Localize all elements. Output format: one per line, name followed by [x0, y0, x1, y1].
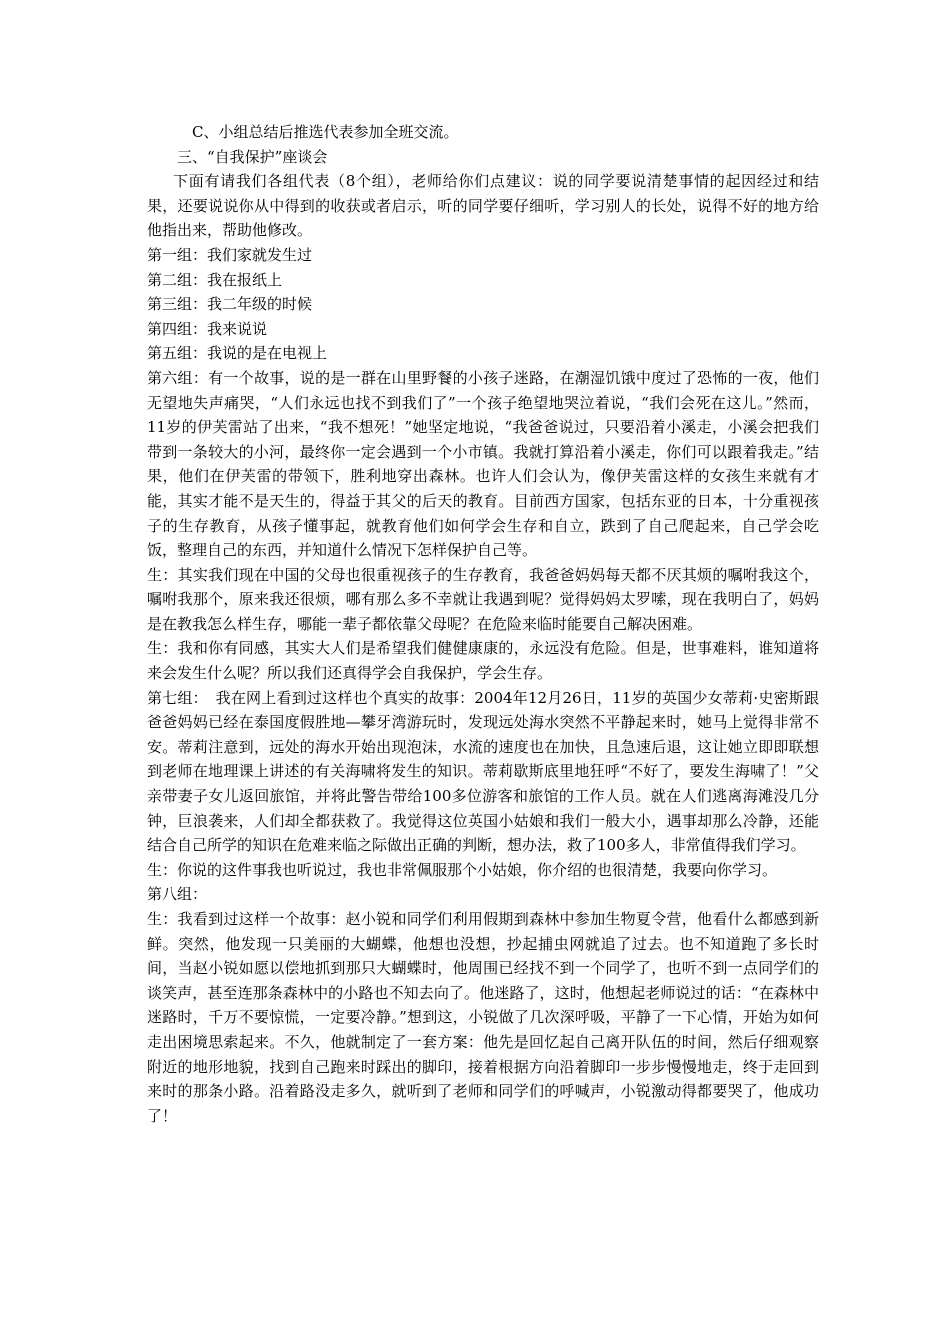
group-1-line: 第一组：我们家就发生过	[147, 245, 313, 264]
teacher-instruction-paragraph: 下面有请我们各组代表（8个组），老师给你们点建议：说的同学要说清楚事情的起因经过和结果，还要说说你从中得到的收获或者启示，听的同学要仔细听，学习别人的长处，说得不好的地方给他指出来，帮助他修改。	[147, 172, 819, 240]
group-7-paragraph: 第七组： 我在网上看到过这样也个真实的故事：2004年12月26日，11岁的英国少女蒂莉·史密斯跟爸爸妈妈已经在泰国度假胜地—攀牙湾游玩时，发现远处海水突然不平静起来时，她马上觉得非常不安。蒂莉注意到，远处的海水开始出现泡沫，水流的速度也在加快，且急速后退，这让她立即即联想到老师在地理课上讲述的有关海啸将发生的知识。蒂莉歇斯底里地狂呼“不好了，要发生海啸了！”父亲带妻子女儿返回旅馆，并将此警告带给100多位游客和旅馆的工作人员。就在人们逃离海滩没几分钟，巨浪袭来，人们却全都获救了。我觉得这位英国小姑娘和我们一般大小，遇事却那么冷静，还能结合自己所学的知识在危难来临之际做出正确的判断，想办法，救了100多人，非常值得我们学习。	[147, 688, 819, 855]
group-4-line: 第四组：我来说说	[147, 319, 268, 338]
group-8-line: 第八组：	[147, 885, 208, 904]
student-response-paragraph: 生：其实我们现在中国的父母也很重视孩子的生存教育，我爸爸妈妈每天都不厌其烦的嘱咐我这个，嘱咐我那个，原来我还很烦，哪有那么多不幸就让我遇到呢？觉得妈妈太罗嗦，现在我明白了，妈妈是在教我怎么样生存，哪能一辈子都依靠父母呢？在危险来临时能要自己解决困难。	[147, 565, 819, 633]
group-6-paragraph: 第六组：有一个故事，说的是一群在山里野餐的小孩子迷路，在潮湿饥饿中度过了恐怖的一夜，他们无望地失声痛哭，“人们永远也找不到我们了”一个孩子绝望地哭泣着说，“我们会死在这儿。”然而，11岁的伊芙雷站了出来，“我不想死！”她坚定地说，“我爸爸说过，只要沿着小溪走，小溪会把我们带到一条较大的小河，最终你一定会遇到一个小市镇。我就打算沿着小溪走，你们可以跟着我走。”结果，他们在伊芙雷的带领下，胜利地穿出森林。也许人们会认为，像伊芙雷这样的女孩生来就有才能，其实才能不是天生的，得益于其父的后天的教育。目前西方国家，包括东亚的日本，十分重视孩子的生存教育，从孩子懂事起，就教育他们如何学会生存和自立，跌到了自己爬起来，自己学会吃饭，整理自己的东西，并知道什么情况下怎样保护自己等。	[147, 368, 819, 560]
group-8-story-paragraph: 生：我看到过这样一个故事：赵小锐和同学们利用假期到森林中参加生物夏令营，他看什么都感到新鲜。突然，他发现一只美丽的大蝴蝶，他想也没想，抄起捕虫网就追了过去。也不知道跑了多长时间，当赵小锐如愿以偿地抓到那只大蝴蝶时，他周围已经找不到一个同学了，也听不到一点同学们的谈笑声，甚至连那条森林中的小路也不知去向了。他迷路了，这时，他想起老师说过的话：“在森林中迷路时，千万不要惊慌，一定要冷静。”想到这，小锐做了几次深呼吸，平静了一下心情，开始为如何走出困境思索起来。不久，他就制定了一套方案：他先是回忆起自己离开队伍的时间，然后仔细观察附近的地形地貌，找到自己跑来时踩出的脚印，接着根据方向沿着脚印一步步慢慢地走，终于走回到来时的那条小路。沿着路没走多久，就听到了老师和同学们的呼喊声，小锐激动得都要哭了，他成功了！	[147, 910, 819, 1125]
group-3-line: 第三组：我二年级的时候	[147, 295, 313, 314]
group-5-line: 第五组：我说的是在电视上	[147, 344, 328, 363]
student-response-paragraph: 生：我和你有同感，其实大人们是希望我们健健康康的，永远没有危险。但是，世事难料，谁知道将来会发生什么呢？所以我们还真得学会自我保护，学会生存。	[147, 639, 819, 683]
student-response-paragraph: 生：你说的这件事我也听说过，我也非常佩服那个小姑娘，你介绍的也很清楚，我要向你学习。	[147, 860, 778, 879]
document-page	[147, 120, 819, 1128]
section-heading-self-protection: 三、“自我保护”座谈会	[177, 147, 328, 166]
group-2-line: 第二组：我在报纸上	[147, 270, 283, 289]
step-c-paragraph: C、小组总结后推选代表参加全班交流。	[192, 123, 459, 141]
